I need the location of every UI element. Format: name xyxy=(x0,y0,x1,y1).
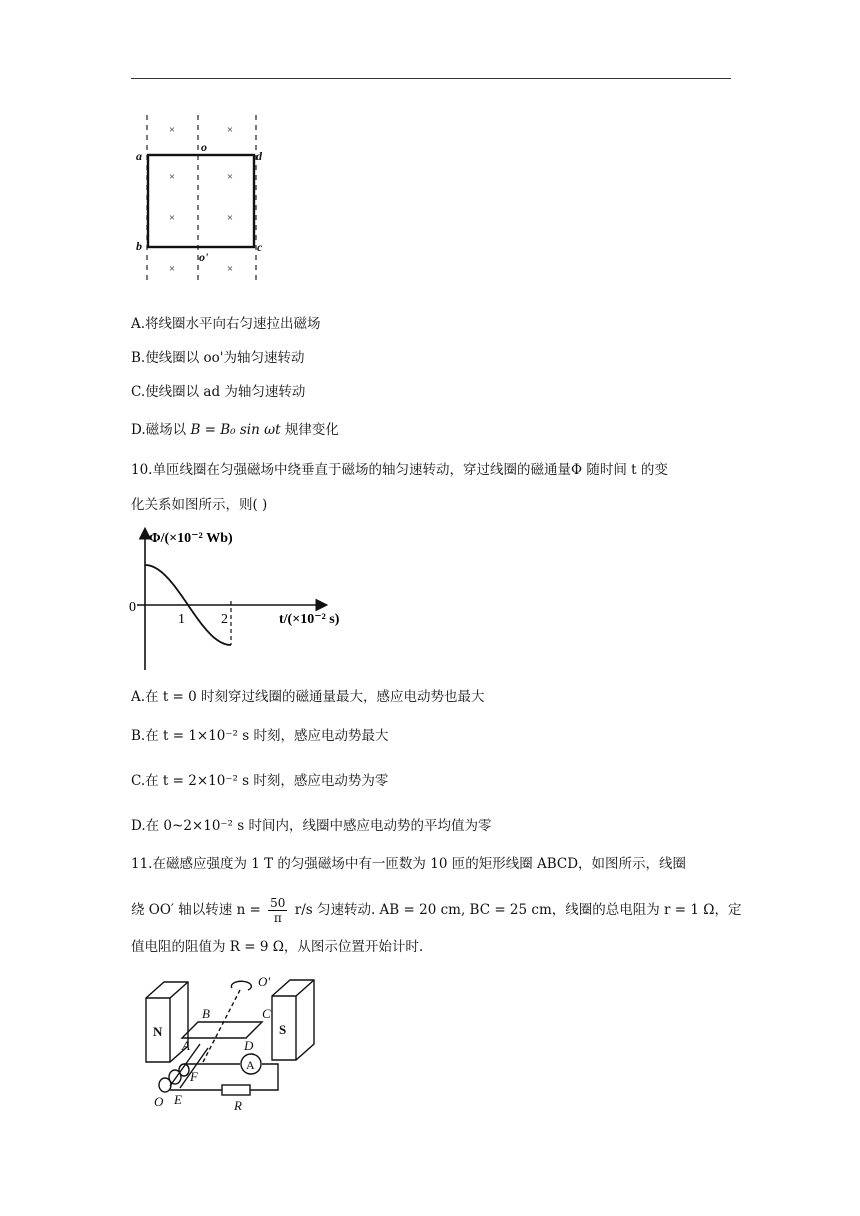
q11-stem-line2: 绕 OO′ 轴以转速 n = $\frac{50}{\pi}$ r/s 匀速转动. AB = 20 cm, BC = 25 cm，线圈的总电阻为 r = 1 Ω，定 xyxy=(131,896,742,925)
label-o: o xyxy=(201,140,207,154)
label-a: a xyxy=(136,149,142,163)
q10-stem-line2: 化关系如图所示，则( ) xyxy=(131,497,268,513)
q9-formula: B = B₀ sin ωt xyxy=(190,422,281,438)
label-b: b xyxy=(136,239,142,253)
q11-stem-line1: 11.在磁感应强度为 1 T 的匀强磁场中有一匝数为 10 匝的矩形线圈 ABCD，如图所示，线圈 xyxy=(131,856,687,872)
rpm-fraction: $\frac{50}{\pi}$ xyxy=(270,896,286,925)
label-d: d xyxy=(256,149,262,163)
generator-figure xyxy=(140,968,320,1113)
label-s: S xyxy=(279,1022,287,1037)
label-e: E xyxy=(174,1092,182,1107)
q9-option-a: A.将线圈水平向右匀速拉出磁场 xyxy=(131,316,321,332)
label-o: O xyxy=(154,1094,164,1109)
q11-stem-line3: 值电阻的阻值为 R = 9 Ω，从图示位置开始计时. xyxy=(131,939,424,955)
x-tick-label: 2 xyxy=(221,612,228,627)
field-cross: × xyxy=(168,263,176,275)
y-axis-label: Φ/(×10⁻² Wb) xyxy=(149,531,233,546)
field-cross: × xyxy=(226,263,234,275)
q10-stem-line1: 10.单匝线圈在匀强磁场中绕垂直于磁场的轴匀速转动，穿过线圈的磁通量Φ 随时间 t 的变 xyxy=(131,462,668,478)
q10-option-a: A.在 t = 0 时刻穿过线圈的磁通量最大，感应电动势也最大 xyxy=(131,689,485,705)
field-cross: × xyxy=(168,171,176,183)
label-o-prime: O′ xyxy=(258,974,271,989)
coil-square xyxy=(148,155,254,247)
label-f: F xyxy=(190,1069,198,1084)
label-o-prime: o' xyxy=(199,250,209,264)
q10-option-b: B.在 t = 1×10⁻² s 时刻，感应电动势最大 xyxy=(131,728,389,744)
q9-option-d: D.磁场以 B = B₀ sin ωt 规律变化 xyxy=(131,422,339,438)
label-c-corner: C xyxy=(262,1006,271,1021)
header-rule xyxy=(131,78,731,79)
origin-label: 0 xyxy=(129,600,136,615)
field-cross: × xyxy=(226,124,234,136)
q9-option-c: C.使线圈以 ad 为轴匀速转动 xyxy=(131,384,306,400)
coil-field-figure xyxy=(130,110,270,285)
label-r: R xyxy=(234,1098,242,1113)
field-cross: × xyxy=(226,212,234,224)
q9-option-b: B.使线圈以 oo'为轴匀速转动 xyxy=(131,350,305,366)
label-b-corner: B xyxy=(202,1006,210,1021)
x-axis-label: t/(×10⁻² s) xyxy=(279,612,340,627)
x-tick-label: 1 xyxy=(178,612,185,627)
q10-option-c: C.在 t = 2×10⁻² s 时刻，感应电动势为零 xyxy=(131,773,389,789)
label-c: c xyxy=(257,240,263,254)
ammeter-label: A xyxy=(246,1058,255,1072)
flux-chart xyxy=(125,520,370,675)
field-cross: × xyxy=(168,212,176,224)
field-cross: × xyxy=(168,124,176,136)
field-cross: × xyxy=(226,171,234,183)
label-a-corner: A xyxy=(182,1038,190,1053)
q10-option-d: D.在 0~2×10⁻² s 时间内，线圈中感应电动势的平均值为零 xyxy=(131,818,492,834)
label-n: N xyxy=(153,1024,163,1039)
label-d-corner: D xyxy=(244,1038,254,1053)
